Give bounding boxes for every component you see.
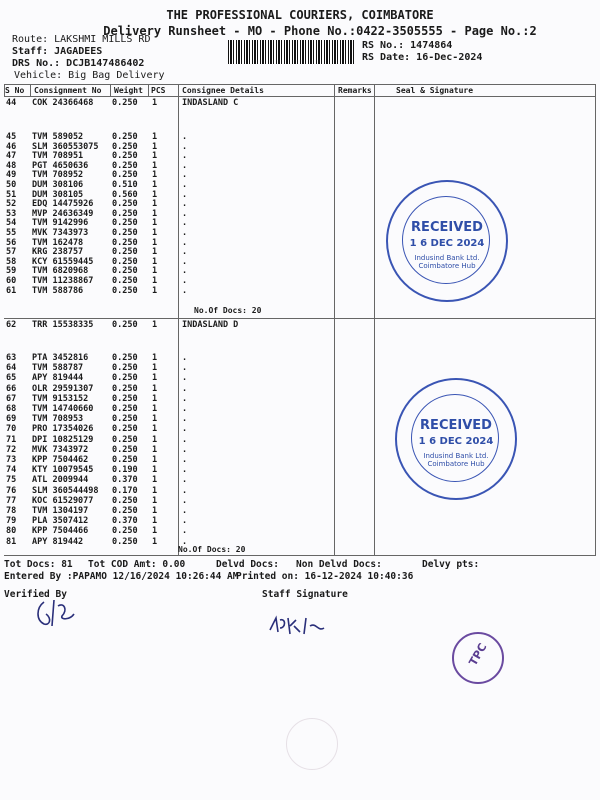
cell-consignee: .	[182, 475, 188, 486]
cell-pcs: 1	[152, 373, 158, 384]
cell-weight: 0.190	[112, 465, 138, 476]
cell-consignment: COK 24366468	[32, 98, 94, 108]
cell-pcs: 1	[152, 320, 158, 330]
stamp-hub: Coimbatore Hub	[427, 460, 485, 468]
cell-pcs: 1	[152, 247, 158, 258]
runsheet-title: Delivery Runsheet - MO - Phone No.:0422-3505555 - Page No.:2	[103, 24, 537, 38]
cell-pcs: 1	[152, 444, 158, 455]
cell-weight: 0.250	[112, 141, 138, 152]
cell-weight: 0.250	[112, 536, 138, 547]
cell-pcs: 1	[152, 218, 158, 229]
tot-docs: Tot Docs: 81	[4, 559, 73, 570]
table-row	[0, 266, 600, 276]
cell-consignee: .	[182, 256, 188, 267]
cell-consignment: TVM 162478	[32, 237, 84, 248]
cell-pcs: 1	[152, 132, 158, 142]
cell-consignment: KTY 10079545	[32, 465, 94, 476]
cell-weight: 0.250	[112, 363, 138, 374]
table-row	[0, 170, 600, 180]
cell-consignee: .	[182, 444, 188, 455]
table-row	[0, 537, 600, 547]
cell-pcs: 1	[152, 180, 158, 190]
cell-sno: 74	[6, 465, 17, 476]
cell-consignee: .	[182, 526, 188, 537]
cell-pcs: 1	[152, 536, 158, 547]
table-row	[0, 363, 600, 373]
cell-pcs: 1	[152, 485, 158, 496]
table-row	[0, 353, 600, 363]
cell-consignee: .	[182, 141, 188, 152]
cell-sno: 56	[6, 237, 17, 248]
cell-sno: 75	[6, 475, 17, 486]
cell-consignment: SLM 360544498	[32, 485, 99, 496]
cell-sno: 46	[6, 141, 17, 152]
cell-consignment: MVP 24636349	[32, 208, 94, 219]
cell-consignee: .	[182, 363, 188, 374]
cell-weight: 0.250	[112, 266, 138, 277]
cell-sno: 76	[6, 485, 17, 496]
cell-pcs: 1	[152, 393, 158, 404]
table-row	[0, 238, 600, 248]
cell-sno: 71	[6, 434, 17, 445]
cell-consignment: DUM 308105	[32, 189, 84, 200]
cell-sno: 65	[6, 373, 17, 384]
cell-consignee: .	[182, 151, 188, 162]
cell-consignment: TRR 15538335	[32, 320, 94, 330]
cell-weight: 0.250	[112, 353, 138, 363]
cell-consignee: .	[182, 237, 188, 248]
table-row	[0, 132, 600, 142]
header-consignment: Consignment No	[34, 86, 102, 95]
cell-weight: 0.250	[112, 237, 138, 248]
cell-pcs: 1	[152, 404, 158, 414]
cell-consignment: ATL 2009944	[32, 475, 89, 486]
cell-sno: 54	[6, 218, 17, 229]
cell-pcs: 1	[152, 237, 158, 248]
cell-consignment: TVM 588787	[32, 363, 84, 374]
cell-sno: 58	[6, 256, 17, 267]
cell-consignment: KPP 7504462	[32, 455, 89, 465]
cell-weight: 0.250	[112, 495, 138, 506]
table-row	[0, 209, 600, 219]
cell-weight: 0.250	[112, 199, 138, 210]
cell-sno: 47	[6, 151, 17, 162]
cell-sno: 78	[6, 506, 17, 516]
cell-weight: 0.250	[112, 256, 138, 267]
cell-weight: 0.250	[112, 320, 138, 330]
cell-consignment: PLA 3507412	[32, 516, 89, 527]
cell-consignee: .	[182, 247, 188, 258]
cell-consignment: KPP 7504466	[32, 526, 89, 537]
cell-weight: 0.250	[112, 276, 138, 286]
cell-consignee: .	[182, 434, 188, 445]
cell-pcs: 1	[152, 285, 158, 296]
cell-consignment: PRO 17354026	[32, 424, 94, 435]
cell-consignment: OLR 29591307	[32, 383, 94, 394]
cell-pcs: 1	[152, 434, 158, 445]
barcode	[228, 40, 354, 64]
tpc-seal	[452, 632, 504, 684]
cell-weight: 0.250	[112, 218, 138, 229]
table-row	[0, 199, 600, 209]
cell-consignee: .	[182, 424, 188, 435]
cell-weight: 0.250	[112, 444, 138, 455]
table-row	[0, 228, 600, 238]
received-stamp	[386, 180, 508, 302]
verified-signature	[30, 596, 80, 632]
cell-sno: 73	[6, 455, 17, 465]
cell-weight: 0.250	[112, 170, 138, 181]
cell-sno: 68	[6, 404, 17, 414]
cell-consignee: .	[182, 170, 188, 181]
header-pcs: PCS	[151, 86, 166, 95]
cell-weight: 0.250	[112, 526, 138, 537]
cell-consignment: APY 819442	[32, 536, 84, 547]
table-row	[0, 218, 600, 228]
stamp-date: 1 6 DEC 2024	[418, 436, 494, 447]
group2-no-docs: No.Of Docs: 20	[178, 545, 246, 554]
stamp-received-text: RECEIVED	[411, 220, 483, 235]
cell-consignment: TVM 708953	[32, 414, 84, 425]
cell-pcs: 1	[152, 455, 158, 465]
cell-weight: 0.370	[112, 475, 138, 486]
cell-consignment: TVM 708952	[32, 170, 84, 181]
table-row	[0, 320, 600, 330]
cell-sno: 51	[6, 189, 17, 200]
faint-seal	[286, 718, 338, 770]
cell-weight: 0.250	[112, 228, 138, 238]
cell-weight: 0.250	[112, 247, 138, 258]
cell-pcs: 1	[152, 516, 158, 527]
table-row	[0, 257, 600, 267]
table-row	[0, 394, 600, 404]
cell-consignee: .	[182, 485, 188, 496]
cell-consignee: .	[182, 132, 188, 142]
cell-pcs: 1	[152, 228, 158, 238]
cell-sno: 44	[6, 98, 17, 108]
cell-consignee: .	[182, 199, 188, 210]
cell-consignment: DUM 308106	[32, 180, 84, 190]
cell-pcs: 1	[152, 151, 158, 162]
route-label: Route: LAKSHMI MILLS RD	[12, 34, 151, 45]
cell-pcs: 1	[152, 256, 158, 267]
staff-label: Staff: JAGADEES	[12, 46, 103, 57]
cell-sno: 77	[6, 495, 17, 506]
cell-sno: 57	[6, 247, 17, 258]
cell-consignee: .	[182, 465, 188, 476]
cell-pcs: 1	[152, 160, 158, 171]
table-row	[0, 151, 600, 161]
cell-consignee: .	[182, 276, 188, 286]
cell-consignment: MVK 7343972	[32, 444, 89, 455]
stamp-hub: Coimbatore Hub	[418, 262, 476, 270]
cell-consignee: .	[182, 373, 188, 384]
table-row	[0, 384, 600, 394]
cell-consignee: .	[182, 266, 188, 277]
cell-consignment: MVK 7343973	[32, 228, 89, 238]
table-row	[0, 161, 600, 171]
table-row	[0, 276, 600, 286]
cell-pcs: 1	[152, 276, 158, 286]
cell-pcs: 1	[152, 141, 158, 152]
cell-pcs: 1	[152, 495, 158, 506]
cell-consignee: .	[182, 404, 188, 414]
cell-weight: 0.370	[112, 516, 138, 527]
cell-consignment: DPI 10825129	[32, 434, 94, 445]
cell-consignment: KOC 61529077	[32, 495, 94, 506]
cell-weight: 0.250	[112, 383, 138, 394]
cell-sno: 72	[6, 444, 17, 455]
cell-consignee: .	[182, 455, 188, 465]
cell-weight: 0.170	[112, 485, 138, 496]
cell-consignee: .	[182, 160, 188, 171]
tot-cod: Tot COD Amt: 0.00	[88, 559, 186, 570]
cell-weight: 0.250	[112, 98, 138, 108]
cell-consignee: .	[182, 383, 188, 394]
cell-sno: 59	[6, 266, 17, 277]
company-title: THE PROFESSIONAL COURIERS, COIMBATORE	[166, 8, 434, 22]
received-stamp	[395, 378, 517, 500]
cell-weight: 0.250	[112, 285, 138, 296]
cell-consignee: .	[182, 218, 188, 229]
staff-signature	[266, 612, 336, 642]
cell-consignment: TVM 588786	[32, 285, 84, 296]
entered-by: Entered By :PAPAMO 12/16/2024 10:26:44 AM	[4, 571, 239, 582]
cell-consignment: TVM 1304197	[32, 506, 89, 516]
cell-weight: 0.560	[112, 189, 138, 200]
cell-consignee: INDASLAND D	[182, 320, 239, 330]
cell-consignee: INDASLAND C	[182, 98, 239, 108]
cell-weight: 0.250	[112, 208, 138, 219]
cell-consignee: .	[182, 208, 188, 219]
cell-pcs: 1	[152, 424, 158, 435]
rs-date: RS Date: 16-Dec-2024	[362, 52, 483, 63]
cell-consignee: .	[182, 495, 188, 506]
cell-pcs: 1	[152, 475, 158, 486]
table-header	[0, 86, 600, 96]
cell-consignment: TVM 9153152	[32, 393, 89, 404]
cell-consignment: TVM 14740660	[32, 404, 94, 414]
vehicle-label: Vehicle: Big Bag Delivery	[14, 70, 165, 81]
cell-sno: 62	[6, 320, 17, 330]
cell-sno: 48	[6, 160, 17, 171]
cell-weight: 0.250	[112, 506, 138, 516]
staff-signature-label: Staff Signature	[262, 589, 348, 600]
non-delvd-docs: Non Delvd Docs:	[296, 559, 382, 570]
cell-pcs: 1	[152, 465, 158, 476]
cell-consignment: KCY 61559445	[32, 256, 94, 267]
table-row	[0, 98, 600, 108]
cell-pcs: 1	[152, 353, 158, 363]
header-sno: S No	[5, 86, 25, 95]
cell-consignment: TVM 589052	[32, 132, 84, 142]
rs-number: RS No.: 1474864	[362, 40, 453, 51]
cell-sno: 55	[6, 228, 17, 238]
table-row	[0, 526, 600, 536]
cell-weight: 0.250	[112, 414, 138, 425]
table-row	[0, 475, 600, 485]
header-seal: Seal & Signature	[396, 86, 474, 95]
cell-sno: 66	[6, 383, 17, 394]
table-row	[0, 142, 600, 152]
table-row	[0, 286, 600, 296]
cell-sno: 67	[6, 393, 17, 404]
cell-sno: 49	[6, 170, 17, 181]
cell-consignment: TVM 11238867	[32, 276, 94, 286]
cell-weight: 0.510	[112, 180, 138, 190]
cell-weight: 0.250	[112, 424, 138, 435]
stamp-bank	[388, 254, 506, 270]
cell-pcs: 1	[152, 266, 158, 277]
group1-no-docs: No.Of Docs: 20	[194, 306, 262, 315]
cell-sno: 79	[6, 516, 17, 527]
cell-sno: 70	[6, 424, 17, 435]
delvd-docs: Delvd Docs:	[216, 559, 279, 570]
cell-pcs: 1	[152, 199, 158, 210]
cell-consignment: KRG 238757	[32, 247, 84, 258]
cell-pcs: 1	[152, 189, 158, 200]
header-weight: Weight	[114, 86, 143, 95]
table-row	[0, 496, 600, 506]
cell-consignee: .	[182, 189, 188, 200]
cell-consignee: .	[182, 516, 188, 527]
cell-consignee: .	[182, 353, 188, 363]
cell-consignment: EDQ 14475926	[32, 199, 94, 210]
cell-sno: 53	[6, 208, 17, 219]
cell-pcs: 1	[152, 414, 158, 425]
cell-pcs: 1	[152, 363, 158, 374]
cell-consignment: TVM 6820968	[32, 266, 89, 277]
stamp-received-text: RECEIVED	[420, 418, 492, 433]
cell-weight: 0.250	[112, 434, 138, 445]
table-row	[0, 190, 600, 200]
cell-sno: 63	[6, 353, 17, 363]
cell-consignee: .	[182, 506, 188, 516]
cell-sno: 69	[6, 414, 17, 425]
cell-consignee: .	[182, 285, 188, 296]
table-row	[0, 180, 600, 190]
cell-sno: 64	[6, 363, 17, 374]
cell-consignment: TVM 708951	[32, 151, 84, 162]
stamp-date: 1 6 DEC 2024	[409, 238, 485, 249]
cell-pcs: 1	[152, 170, 158, 181]
table-row	[0, 516, 600, 526]
tpc-seal-text: TPC	[466, 641, 490, 668]
stamp-bank	[397, 452, 515, 468]
cell-weight: 0.250	[112, 393, 138, 404]
cell-pcs: 1	[152, 526, 158, 537]
cell-sno: 45	[6, 132, 17, 142]
table-row	[0, 506, 600, 516]
cell-weight: 0.250	[112, 151, 138, 162]
table-row	[0, 373, 600, 383]
table-row	[0, 247, 600, 257]
cell-weight: 0.250	[112, 160, 138, 171]
cell-sno: 81	[6, 536, 17, 547]
cell-consignee: .	[182, 180, 188, 190]
cell-pcs: 1	[152, 506, 158, 516]
cell-sno: 80	[6, 526, 17, 537]
cell-consignee: .	[182, 414, 188, 425]
cell-consignment: SLM 360553075	[32, 141, 99, 152]
printed-on: Printed on: 16-12-2024 10:40:36	[236, 571, 414, 582]
drs-number: DRS No.: DCJB147486402	[12, 58, 145, 69]
cell-consignment: APY 819444	[32, 373, 84, 384]
cell-pcs: 1	[152, 383, 158, 394]
cell-pcs: 1	[152, 208, 158, 219]
cell-sno: 61	[6, 285, 17, 296]
table-row	[0, 486, 600, 496]
verified-by: Verified By	[4, 589, 67, 600]
cell-weight: 0.250	[112, 373, 138, 384]
cell-weight: 0.250	[112, 455, 138, 465]
cell-sno: 50	[6, 180, 17, 190]
cell-weight: 0.250	[112, 132, 138, 142]
delvy-pts: Delvy pts:	[422, 559, 480, 570]
header-remarks: Remarks	[338, 86, 372, 95]
cell-sno: 52	[6, 199, 17, 210]
cell-consignment: PGT 4650636	[32, 160, 89, 171]
cell-pcs: 1	[152, 98, 158, 108]
header-consignee: Consignee Details	[182, 86, 264, 95]
stamp-bank-name: Indusind Bank Ltd.	[423, 452, 489, 460]
cell-weight: 0.250	[112, 404, 138, 414]
cell-consignee: .	[182, 228, 188, 238]
cell-consignee: .	[182, 536, 188, 547]
stamp-bank-name: Indusind Bank Ltd.	[414, 254, 480, 262]
cell-consignment: TVM 9142996	[32, 218, 89, 229]
cell-consignee: .	[182, 393, 188, 404]
cell-sno: 60	[6, 276, 17, 286]
cell-consignment: PTA 3452816	[32, 353, 89, 363]
